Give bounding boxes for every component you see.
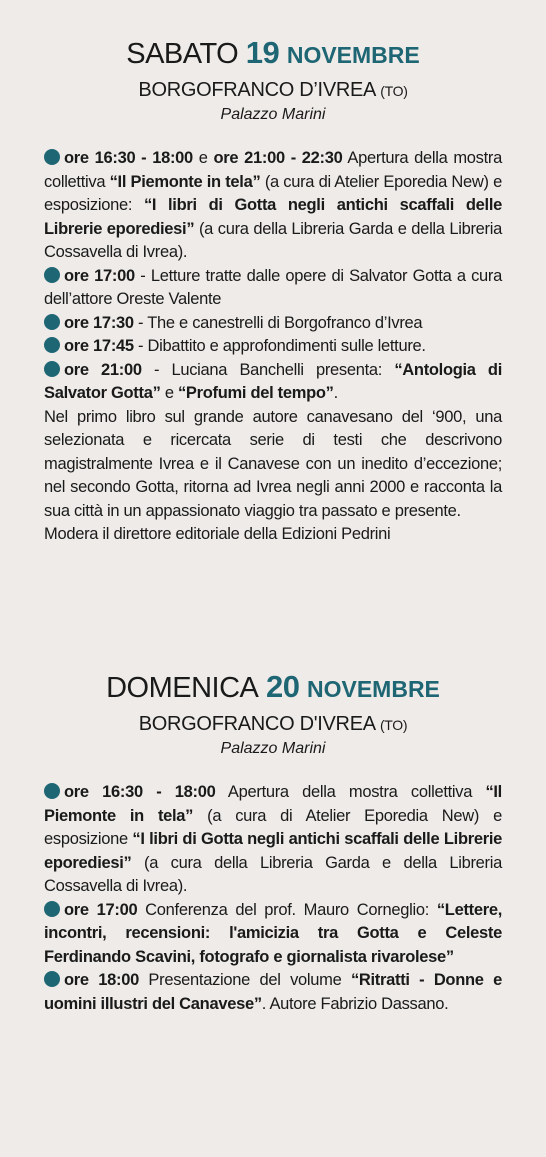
event-text: (a cura di Atelier Eporedia New) e esposizione: [44,172,502,214]
event-title: “Antologia di Salvator Gotta” [44,360,502,402]
event-title: “Il Piemonte in tela” [109,172,261,191]
moderator-note: Modera il direttore editoriale della Edizioni Pedrini [44,525,391,543]
bullet-icon [44,337,60,353]
day-section-saturday [44,36,502,547]
event-text: . [333,384,338,402]
bullet-icon [44,971,60,987]
event-title: “Il Piemonte in tela” [44,783,502,825]
location [44,712,502,737]
day-number: 19 [245,35,280,70]
event-time: ore 21:00 [64,360,142,379]
location [44,78,502,103]
day-heading [44,670,502,706]
event-list [44,781,502,1016]
location-name: BORGOFRANCO D'IVREA [138,713,375,735]
event-title: “Lettere, incontri, recensioni: l'amicizia tra Gotta e Celeste Ferdinando Scavini, fotografo e giornalista rivarolese” [44,900,502,966]
event-text: - Letture tratte dalle opere di Salvator Gotta a cura dell’attore Oreste Valente [44,266,502,308]
event-time: ore 17:00 [64,266,135,285]
event-text: Conferenza del prof. Mauro Corneglio: [137,900,437,919]
event-item [44,312,502,336]
event-text: Apertura della mostra collettiva [215,783,486,801]
event-text: - The e canestrelli di Borgofranco d’Ivrea [133,313,423,332]
day-of-week: DOMENICA [106,672,259,704]
event-text: Presentazione del volume [138,971,351,989]
description-paragraph: Nel primo libro sul grande autore canavesano del ‘900, una selezionata e ricercata serie di testi che descrivono magistralmente Ivrea e il Canavese con un inedito d’eccezione; nel secondo Gotta, ritorna ad Ivrea negli anni 2000 e racconta la sua città in un appassionato viaggio tra passato e presente. [44,407,502,520]
event-title: “Profumi del tempo” [177,384,334,402]
event-text: (a cura della Libreria Garda e della Libreria Cossavella di Ivrea). [44,853,502,895]
month-name: NOVEMBRE [307,676,440,702]
event-time: ore 21:00 - 22:30 [213,149,343,167]
bullet-icon [44,149,60,165]
event-text: e [192,149,214,167]
day-heading [44,36,502,72]
province: (TO) [379,717,408,733]
event-list [44,147,502,547]
event-title: “I libri di Gotta negli antichi scaffali delle Librerie eporediesi” [44,196,502,238]
day-section-sunday [44,670,502,1016]
event-text: (a cura della Libreria Garda e della Libreria Cossavella di Ivrea). [44,219,502,261]
event-text: e [160,384,178,402]
bullet-icon [44,783,60,799]
day-number: 20 [265,669,300,704]
event-item [44,265,502,312]
location-name: BORGOFRANCO D’IVREA [138,79,375,101]
event-text: - Dibattito e approfondimenti sulle letture. [133,337,426,355]
event-item [44,147,502,265]
bullet-icon [44,314,60,330]
event-time: ore 16:30 - 18:00 [64,783,216,801]
day-of-week: SABATO [126,38,239,70]
event-text: . Autore Fabrizio Dassano. [261,994,449,1013]
event-item [44,969,502,1016]
bullet-icon [44,901,60,917]
bullet-icon [44,361,60,377]
venue: Palazzo Marini [220,106,326,123]
event-text: Apertura della mostra collettiva [44,149,502,191]
event-text: - Luciana Banchelli presenta: [141,360,395,379]
bullet-icon [44,267,60,283]
event-item [44,899,502,970]
event-time: ore 17:00 [64,900,138,919]
month-name: NOVEMBRE [286,42,420,68]
event-text: (a cura di Atelier Eporedia New) e esposizione [44,806,502,848]
event-time: ore 16:30 - 18:00 [64,149,193,167]
event-time: ore 17:45 [64,337,134,355]
event-title: “I libri di Gotta negli antichi scaffali delle Librerie eporediesi” [44,830,502,872]
event-item [44,335,502,359]
event-title: “Ritratti - Donne e uomini illustri del Canavese” [44,971,502,1013]
event-item [44,781,502,899]
province: (TO) [380,83,408,99]
event-time: ore 18:00 [64,971,139,989]
event-item [44,359,502,406]
venue: Palazzo Marini [220,740,326,757]
event-time: ore 17:30 [64,313,134,332]
